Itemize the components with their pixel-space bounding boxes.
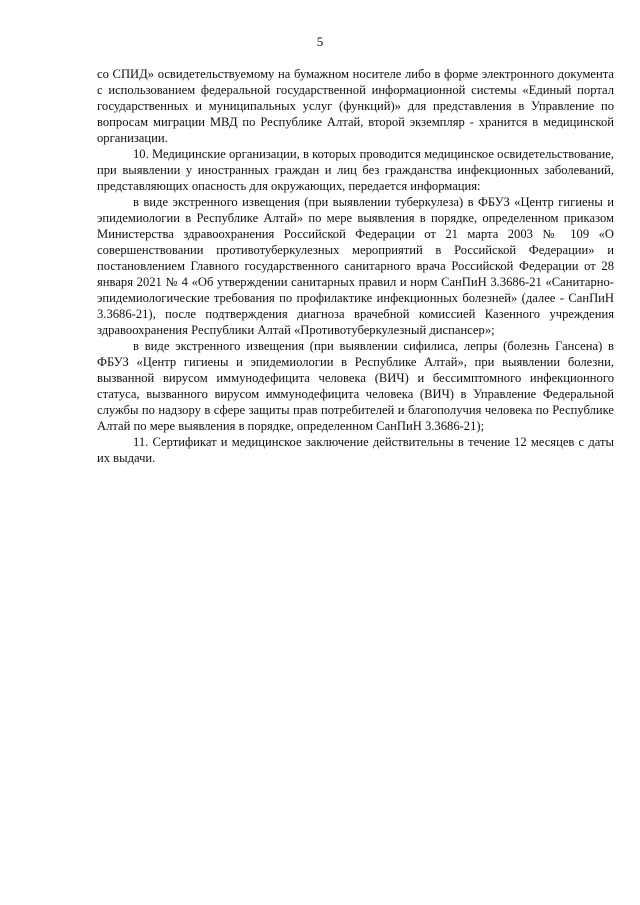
paragraph-continuation: со СПИД» освидетельствуемому на бумажном носителе либо в форме электронного документа с использованием федеральной государственной информационной системы «Единый портал государственных и муниципальных услуг (функций)» для представления в Управление по вопросам миграции МВД по Республике Алтай, второй экземпляр - хранится в медицинской организации.: [97, 67, 614, 145]
page-number: 5: [316, 34, 324, 49]
document-body: [97, 66, 614, 466]
paragraph-item-11: 11. Сертификат и медицинское заключение действительны в течение 12 месяцев с даты их выдачи.: [97, 435, 614, 465]
paragraph-item-10: 10. Медицинские организации, в которых проводится медицинское освидетельствование, при выявлении у иностранных граждан и лиц без гражданства инфекционных заболеваний, представляющих опасность для окружающих, передается информация:: [97, 147, 614, 193]
paragraph-tuberculosis-notice: в виде экстренного извещения (при выявлении туберкулеза) в ФБУЗ «Центр гигиены и эпидемиологии в Республике Алтай» по мере выявления в порядке, определенном приказом Министерства здравоохранения Российской Федерации от 21 марта 2003 № 109 «О совершенствовании противотуберкулезных мероприятий в Российской Федерации» и постановлением Главного государственного санитарного врача Российской Федерации от 28 января 2021 № 4 «Об утверждении санитарных правил и норм СанПиН 3.3686-21 «Санитарно-эпидемиологические требования по профилактике инфекционных болезней» (далее - СанПиН 3.3686-21), после подтверждения диагноза врачебной комиссией Казенного учреждения здравоохранения Республики Алтай «Противотуберкулезный диспансер»;: [97, 195, 614, 337]
paragraph-syphilis-hiv-notice: в виде экстренного извещения (при выявлении сифилиса, лепры (болезнь Гансена) в ФБУЗ «Центр гигиены и эпидемиологии в Республике Алтай», при выявлении болезни, вызванной вирусом иммунодефицита человека (ВИЧ) и бессимптомного инфекционного статуса, вызванного вирусом иммунодефицита человека (ВИЧ) в Управление Федеральной службы по надзору в сфере защиты прав потребителей и благополучия человека по Республике Алтай по мере выявления в порядке, определенном СанПиН 3.3686-21);: [97, 339, 614, 433]
